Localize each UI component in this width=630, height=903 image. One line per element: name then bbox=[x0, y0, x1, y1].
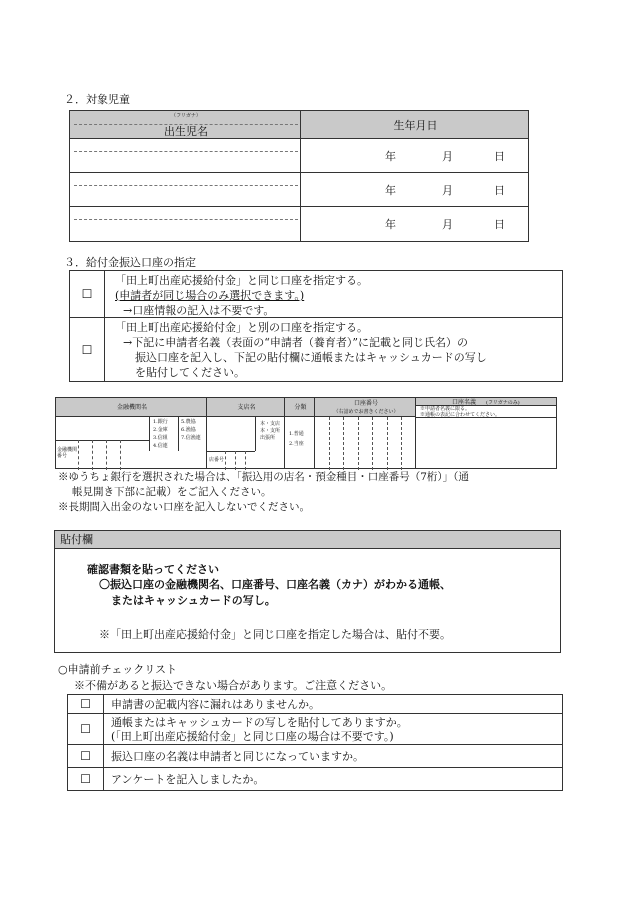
bank-type: 2.金庫 bbox=[153, 427, 168, 433]
check-box-2[interactable]: ☐ bbox=[67, 713, 104, 745]
bank-name-label: 金融機関名 bbox=[116, 404, 147, 411]
check-item-subtext: (「田上町出産応援給付金」と同じ口座の場合は不要です。) bbox=[111, 730, 394, 743]
check-item-text: 振込口座の名義は申請者と同じになっていますか。 bbox=[111, 750, 364, 763]
paste-header: 貼付欄 bbox=[60, 533, 93, 546]
section3-title: ３．給付金振込口座の指定 bbox=[64, 256, 196, 269]
year-label: 年 bbox=[385, 150, 396, 163]
holder-note1: ※申請者名義に限る。 bbox=[420, 406, 471, 412]
bank-name-header bbox=[55, 397, 207, 417]
child-table bbox=[69, 110, 529, 242]
day-label: 日 bbox=[494, 150, 505, 163]
name-cell-3[interactable] bbox=[69, 206, 301, 242]
note1-line1: ※ゆうちょ銀行を選択された場合は、「振込用の店名・預金種目・口座番号（7桁）」（通 bbox=[58, 471, 469, 483]
birth-header-cell bbox=[300, 110, 529, 139]
bank-type: 7.信漁連 bbox=[181, 435, 201, 441]
branch-name-label: 支店名 bbox=[237, 404, 256, 411]
bank-table bbox=[55, 397, 557, 469]
birth-header: 生年月日 bbox=[393, 119, 438, 132]
option2-line2: →下記に申請者名義（表面の“申請者（養育者）”に記載と同じ氏名）の bbox=[123, 336, 468, 349]
day-label: 日 bbox=[494, 184, 505, 197]
option2-cell bbox=[104, 317, 563, 382]
month-label: 月 bbox=[442, 184, 453, 197]
checklist-table bbox=[67, 694, 563, 791]
check-item-1 bbox=[103, 694, 563, 714]
check-item-text: 通帳またはキャッシュカードの写しを貼付してありますか。 bbox=[111, 716, 408, 729]
option1-line3: →口座情報の記入は不要です。 bbox=[123, 304, 275, 317]
checklist-title: ○申請前チェックリスト bbox=[58, 663, 178, 676]
birth-cell-3[interactable] bbox=[300, 206, 529, 242]
month-label: 月 bbox=[442, 150, 453, 163]
branch-name-body[interactable] bbox=[206, 416, 285, 469]
category-label: 分類 bbox=[294, 404, 307, 411]
holder-label: 口座名義 bbox=[452, 399, 477, 406]
check-box-1[interactable]: ☐ bbox=[67, 694, 104, 714]
paste-note: ※「田上町出産応援給付金」と同じ口座を指定した場合は、貼付不要。 bbox=[99, 628, 451, 641]
option1-line1: 「田上町出産応援給付金」と同じ口座を指定する。 bbox=[115, 274, 368, 287]
account-no-sub: （右詰めでお書きください） bbox=[333, 409, 399, 415]
paste-bullet2: またはキャッシュカードの写し。 bbox=[111, 594, 276, 607]
check-item-2 bbox=[103, 713, 563, 745]
paste-header-bar bbox=[55, 531, 560, 549]
bank-type: 5.農協 bbox=[181, 419, 196, 425]
check-item-text: 申請書の記載内容に漏れはありませんか。 bbox=[111, 698, 320, 711]
checklist-warning: ※不備があると振込できない場合があります。ご注意ください。 bbox=[74, 679, 393, 692]
branch-name-header bbox=[206, 397, 285, 417]
option1-cell bbox=[104, 270, 563, 318]
furigana-label: （フリガナ） bbox=[171, 113, 201, 119]
holder-note2: ※通帳の表記に合わせてください。 bbox=[420, 412, 501, 418]
category-body[interactable] bbox=[284, 416, 315, 469]
bank-type: 3.信組 bbox=[153, 435, 168, 441]
option1-checkbox[interactable]: ☐ bbox=[69, 270, 105, 318]
bank-name-body[interactable] bbox=[55, 416, 207, 469]
check-box-3[interactable]: ☐ bbox=[67, 744, 104, 768]
option2-line1: 「田上町出産応援給付金」と別の口座を指定する。 bbox=[115, 321, 368, 334]
bank-type: 6.漁協 bbox=[181, 427, 196, 433]
year-label: 年 bbox=[385, 218, 396, 231]
account-type: 2.当座 bbox=[289, 441, 304, 447]
option2-line4: を貼付してください。 bbox=[135, 366, 245, 379]
bank-type: 4.信連 bbox=[153, 443, 168, 449]
account-options bbox=[69, 270, 563, 382]
category-header bbox=[284, 397, 315, 417]
bank-code-label: 金融機関番号 bbox=[57, 447, 78, 459]
bank-type: 1.銀行 bbox=[153, 419, 168, 425]
option2-checkbox[interactable]: ☐ bbox=[69, 317, 105, 382]
option2-line3: 振込口座を記入し、下記の貼付欄に通帳またはキャッシュカードの写し bbox=[135, 351, 487, 364]
account-no-body[interactable] bbox=[314, 416, 416, 469]
check-item-text: アンケートを記入しましたか。 bbox=[111, 773, 265, 786]
check-item-4 bbox=[103, 767, 563, 791]
holder-body[interactable] bbox=[415, 417, 557, 469]
account-type: 1.普通 bbox=[289, 431, 304, 437]
branch-type: 本・支店 bbox=[260, 421, 281, 427]
name-header: 出生児名 bbox=[164, 125, 208, 138]
day-label: 日 bbox=[494, 218, 505, 231]
check-item-3 bbox=[103, 744, 563, 768]
branch-type: 本・支所 bbox=[260, 428, 281, 434]
note1-line2: 帳見開き下部に記載）をご記入ください。 bbox=[72, 486, 272, 498]
account-no-header bbox=[314, 397, 416, 417]
holder-sub: (フリガナのみ) bbox=[486, 400, 520, 406]
paste-area[interactable] bbox=[54, 530, 561, 653]
birth-cell-2[interactable] bbox=[300, 172, 529, 207]
note2: ※長期間入出金のない口座を記入しないでください。 bbox=[58, 501, 310, 513]
section2-title: ２．対象児童 bbox=[64, 93, 130, 106]
check-box-4[interactable]: ☐ bbox=[67, 767, 104, 791]
name-cell-2[interactable] bbox=[69, 172, 301, 207]
birth-cell-1[interactable] bbox=[300, 138, 529, 173]
year-label: 年 bbox=[385, 184, 396, 197]
account-no-label: 口座番号 bbox=[353, 400, 378, 407]
name-header-cell bbox=[69, 110, 301, 139]
paste-bullet1: 〇振込口座の金融機関名、口座番号、口座名義（カナ）がわかる通帳、 bbox=[99, 578, 451, 591]
branch-code-label: 店番号 bbox=[209, 457, 225, 463]
paste-heading: 確認書類を貼ってください bbox=[87, 563, 219, 576]
name-cell-1[interactable] bbox=[69, 138, 301, 173]
branch-type: 出張所 bbox=[260, 435, 276, 441]
month-label: 月 bbox=[442, 218, 453, 231]
option1-line2: (申請者が同じ場合のみ選択できます。) bbox=[115, 289, 305, 302]
